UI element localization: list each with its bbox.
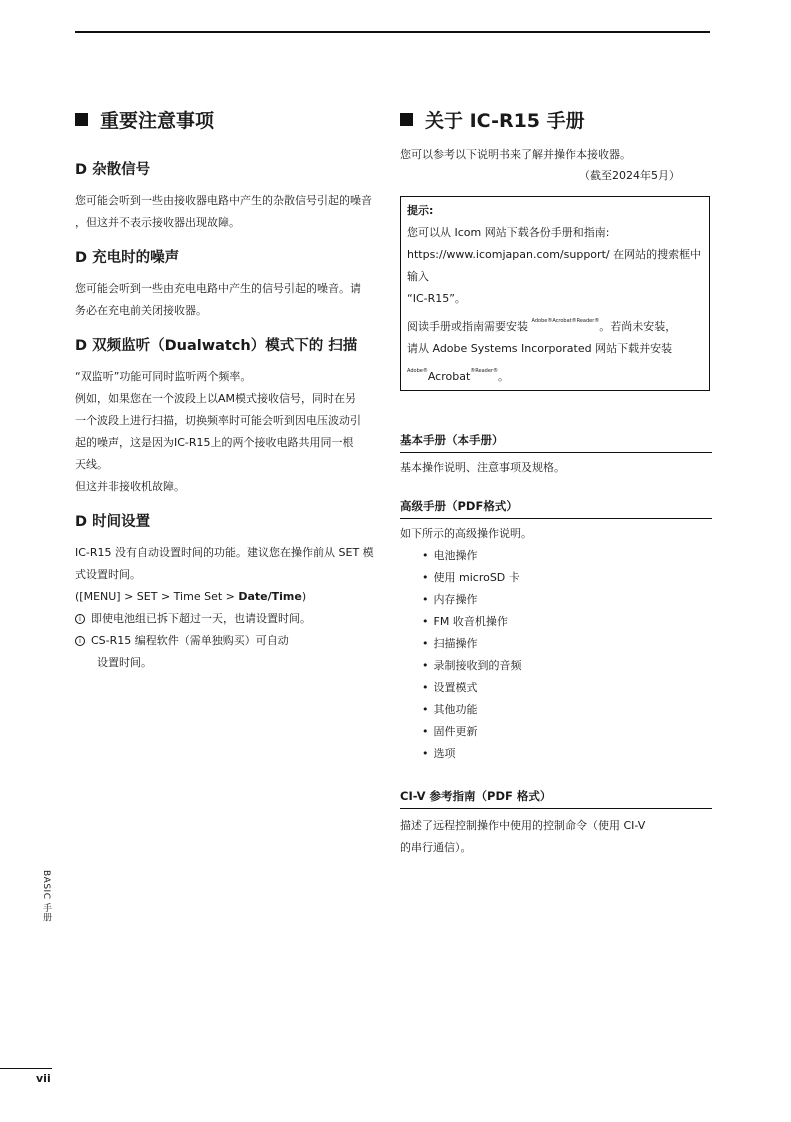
support-url: https://www.icomjapan.com/support/ 在网站的搜索框中输入 xyxy=(407,248,702,283)
paragraph-line: ，但这并不表示接收器出现故障。 xyxy=(75,216,240,229)
paragraph-line: 但这并非接收机故障。 xyxy=(75,480,185,493)
intro-text: 您可以参考以下说明书来了解并操作本接收器。 xyxy=(400,148,631,161)
list-item: • 设置模式 xyxy=(422,677,712,699)
left-column xyxy=(75,108,381,674)
paragraph-line: 例如，如果您在一个波段上以AM模式接收信号，同时在另 xyxy=(75,392,357,405)
manual-title-civ: CI-V 参考指南（PDF 格式） xyxy=(400,787,712,809)
manual-desc-basic: 基本操作说明、注意事项及规格。 xyxy=(400,461,565,474)
top-rule xyxy=(75,31,710,33)
list-item: • 扫描操作 xyxy=(422,633,712,655)
paragraph-line: 天线。 xyxy=(75,458,108,471)
info-note: i 即使电池组已拆下超过一天，也请设置时间。 xyxy=(75,608,381,630)
date-note: （截至2024年5月） xyxy=(579,169,680,182)
info-note-continuation: 设置时间。 xyxy=(97,656,152,669)
tip-line: 您可以从 Icom 网站下载各份手册和指南: xyxy=(407,226,610,239)
info-icon: i xyxy=(75,614,85,624)
paragraph-line: 式设置时间。 xyxy=(75,568,141,581)
heading-time-setting: D 时间设置 xyxy=(75,514,151,530)
info-note: i CS-R15 编程软件（需单独购买）可自动 xyxy=(75,630,381,652)
square-bullet-icon xyxy=(400,113,413,126)
list-item: • 录制接收到的音频 xyxy=(422,655,712,677)
paragraph-line: 务必在充电前关闭接收器。 xyxy=(75,304,207,317)
paragraph-line: 一个波段上进行扫描，切换频率时可能会听到因电压波动引 xyxy=(75,414,361,427)
paragraph-line: 起的噪声，这是因为IC-R15上的两个接收电路共用同一根 xyxy=(75,436,354,449)
list-item: • FM 收音机操作 xyxy=(422,611,712,633)
paragraph-line: 您可能会听到一些由充电电路中产生的信号引起的噪音。请 xyxy=(75,282,361,295)
manual-desc-advanced: 如下所示的高级操作说明。 xyxy=(400,527,532,540)
bottom-rule xyxy=(0,1068,52,1069)
list-item: • 选项 xyxy=(422,743,712,765)
tip-line: “IC-R15”。 xyxy=(407,292,466,305)
section-title-important: 重要注意事项 xyxy=(75,108,381,134)
heading-dualwatch: D 双频监听（Dualwatch）模式下的 扫描 xyxy=(75,338,358,354)
section-title-manuals: 关于 IC-R15 手册 xyxy=(400,108,712,134)
tip-label: 提示: xyxy=(407,204,434,217)
tip-line: 请从 Adobe Systems Incorporated 网站下载并安装 xyxy=(407,342,673,355)
heading-spurious: D 杂散信号 xyxy=(75,162,151,178)
manual-title-advanced: 高级手册（PDF格式） xyxy=(400,497,712,519)
list-item: • 其他功能 xyxy=(422,699,712,721)
square-bullet-icon xyxy=(75,113,88,126)
info-icon: i xyxy=(75,636,85,646)
advanced-topics-list xyxy=(422,545,712,765)
tip-line: $^{Adobe®}$Acrobat$^{®Reader®}$。 xyxy=(407,368,509,383)
heading-charging-noise: D 充电时的噪声 xyxy=(75,250,180,266)
list-item: • 电池操作 xyxy=(422,545,712,567)
right-column xyxy=(400,108,712,859)
list-item: • 固件更新 xyxy=(422,721,712,743)
manual-desc-civ-2: 的串行通信）。 xyxy=(400,841,472,854)
paragraph-line: IC-R15 没有自动设置时间的功能。建议您在操作前从 SET 模 xyxy=(75,546,374,559)
tip-box xyxy=(400,196,710,391)
menu-path: ([MENU] > SET > Time Set > Date/Time) xyxy=(75,590,307,603)
manual-title-basic: 基本手册（本手册） xyxy=(400,431,712,453)
side-label: BASIC 手册 xyxy=(41,870,51,922)
list-item: • 使用 microSD 卡 xyxy=(422,567,712,589)
list-item: • 内存操作 xyxy=(422,589,712,611)
paragraph-line: 您可能会听到一些由接收器电路中产生的杂散信号引起的噪音 xyxy=(75,194,372,207)
manual-desc-civ: 描述了远程控制操作中使用的控制命令（使用 CI-V xyxy=(400,819,646,832)
paragraph-line: “双监听”功能可同时监听两个频率。 xyxy=(75,370,252,383)
tip-line: 阅读手册或指南需要安装 $^{Adobe®Acrobat®Reader®}$。若尚未安装， xyxy=(407,318,677,333)
page-number: vii xyxy=(36,1072,51,1085)
